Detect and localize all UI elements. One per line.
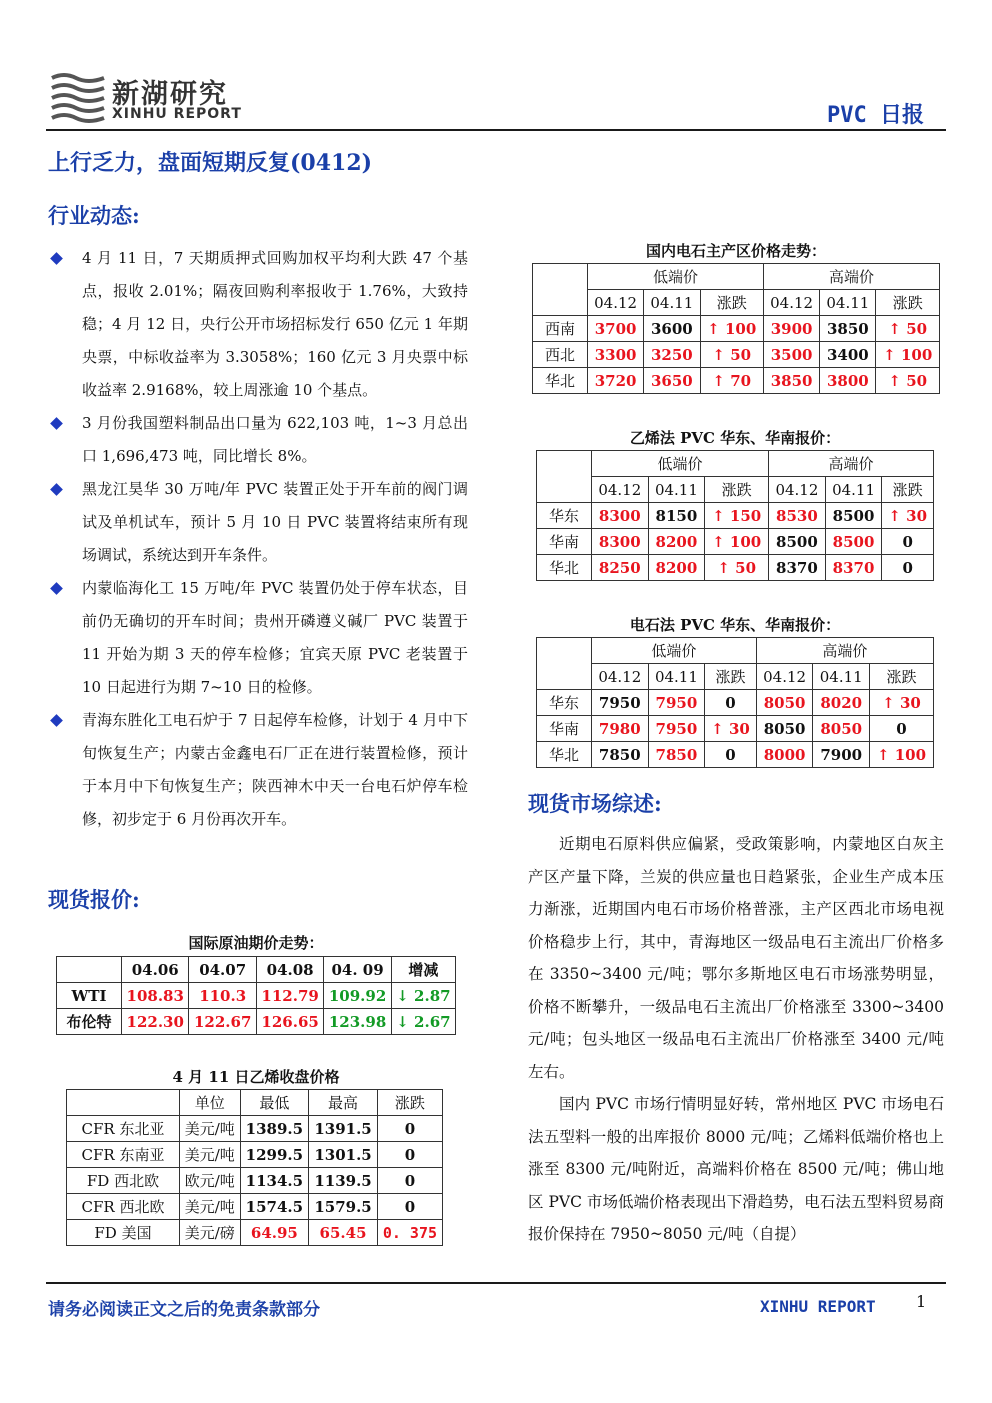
carbide-pvc-price-table [536, 637, 934, 768]
table-row [533, 342, 940, 368]
table-header-cell: 04.12 [588, 290, 644, 316]
table-cell: ↓ 2.67 [391, 1009, 455, 1035]
row-label: 华南 [537, 529, 592, 555]
table-cell: 0 [882, 555, 934, 581]
table-cell: 0 [377, 1168, 442, 1194]
news-item-text: 黑龙江昊华 30 万吨/年 PVC 装置正处于开车前的阀门调试及单机试车，预计 5 月 10 日 PVC 装置将结束所有现场调试，系统达到开车条件。 [82, 480, 468, 564]
table-header-cell: 04.11 [820, 290, 876, 316]
table-cell: 8300 [592, 503, 649, 529]
table-cell: 109.92 [324, 983, 391, 1009]
news-item-text: 内蒙临海化工 15 万吨/年 PVC 装置仍处于停车状态，目前仍无确切的开车时间；贵州开磷遵义碱厂 PVC 装置于 11 开始为期 3 天的停车检修；宜宾天原 PVC 老装置于 10 日起进行为期 7~10 日的检修。 [82, 579, 468, 696]
table-cell: 8500 [825, 503, 882, 529]
row-label: FD 美国 [67, 1220, 180, 1246]
table-cell: 3250 [644, 342, 700, 368]
table-cell: 0 [377, 1194, 442, 1220]
table-row [533, 316, 940, 342]
list-item [48, 473, 468, 572]
up-arrow-icon: ↑ [876, 745, 890, 764]
table-row [67, 1220, 443, 1246]
table-row [67, 1142, 443, 1168]
table-cell: 8050 [756, 716, 813, 742]
table-header-cell: 单位 [180, 1090, 241, 1116]
table-cell: 8370 [769, 555, 826, 581]
row-label: 西北 [533, 342, 588, 368]
table-cell: 65.45 [309, 1220, 378, 1246]
down-arrow-icon: ↓ [396, 986, 409, 1005]
table-cell: 8250 [592, 555, 649, 581]
table-cell: 0 [882, 529, 934, 555]
up-arrow-icon: ↑ [882, 693, 895, 712]
table-row [537, 690, 934, 716]
table-cell: 3720 [588, 368, 644, 394]
down-arrow-icon: ↓ [396, 1012, 409, 1031]
table-header-cell: 涨跌 [705, 477, 769, 503]
table-header-cell: 04.12 [763, 290, 819, 316]
section-spot-quote-heading: 现货报价: [48, 887, 140, 912]
table-cell: ↑ 50 [700, 342, 763, 368]
table-cell: ↑ 100 [870, 742, 934, 768]
table-row [57, 983, 456, 1009]
up-arrow-icon: ↑ [888, 319, 901, 338]
list-item [48, 407, 468, 473]
table-header-row [537, 664, 934, 690]
table-header-cell: 涨跌 [882, 477, 934, 503]
ethylene-pvc-price-table [536, 450, 934, 581]
row-label: 华东 [537, 503, 592, 529]
table-corner-cell [533, 264, 588, 316]
xinhu-logo-icon [48, 70, 108, 124]
footer-divider [46, 1282, 946, 1284]
group-header-high: 高端价 [769, 451, 934, 477]
row-label: 华北 [533, 368, 588, 394]
table-row [67, 1168, 443, 1194]
table-cell: 8530 [769, 503, 826, 529]
group-header-high: 高端价 [763, 264, 939, 290]
group-header-low: 低端价 [588, 264, 764, 290]
table-header-row [537, 477, 934, 503]
section-spot-market-heading: 现货市场综述: [528, 791, 662, 816]
up-arrow-icon: ↑ [883, 345, 896, 364]
table-header-cell: 04. 09 [324, 957, 391, 983]
table-cell: 8020 [813, 690, 870, 716]
table-cell: ↑ 30 [870, 690, 934, 716]
table-header-cell: 04.06 [122, 957, 189, 983]
table-cell: ↑ 100 [700, 316, 763, 342]
table-cell: 1134.5 [240, 1168, 309, 1194]
logo [48, 70, 248, 126]
table-header-row [533, 264, 940, 290]
table-header-cell: 最低 [240, 1090, 309, 1116]
table-cell: 112.79 [256, 983, 323, 1009]
table-header-cell: 涨跌 [377, 1090, 442, 1116]
table-row [533, 368, 940, 394]
table-header-row [537, 638, 934, 664]
table-cell: 7980 [592, 716, 649, 742]
table-cell: 7850 [648, 742, 705, 768]
table-cell: ↑ 70 [700, 368, 763, 394]
row-label: 华东 [537, 690, 592, 716]
group-header-high: 高端价 [756, 638, 933, 664]
table-cell: 1299.5 [240, 1142, 309, 1168]
diamond-bullet-icon [50, 582, 63, 595]
row-label: 西南 [533, 316, 588, 342]
table-cell: 8300 [592, 529, 649, 555]
diamond-bullet-icon [50, 714, 63, 727]
table-cell: 3850 [763, 368, 819, 394]
table-cell: 1139.5 [309, 1168, 378, 1194]
table-cell: 8050 [756, 690, 813, 716]
table-header-cell: 04.12 [756, 664, 813, 690]
table-header-row [57, 957, 456, 983]
table-cell: 7850 [592, 742, 649, 768]
table-cell: 7950 [648, 716, 705, 742]
table-cell: 0 [377, 1116, 442, 1142]
table-row [537, 529, 934, 555]
table-cell: ↑ 100 [876, 342, 940, 368]
table-cell: 3700 [588, 316, 644, 342]
carbide-region-price-table [532, 263, 940, 394]
table-cell: ↑ 30 [882, 503, 934, 529]
carbide-table-caption: 国内电石主产区价格走势： [645, 242, 826, 260]
table-header-cell: 04.11 [644, 290, 700, 316]
up-arrow-icon: ↑ [712, 371, 725, 390]
table-cell: 0 [870, 716, 934, 742]
table-cell: 3600 [644, 316, 700, 342]
group-header-low: 低端价 [592, 638, 757, 664]
list-item [48, 242, 468, 407]
up-arrow-icon: ↑ [712, 345, 725, 364]
table-cell: 3300 [588, 342, 644, 368]
table-corner-cell [537, 451, 592, 503]
table-header-row [537, 451, 934, 477]
page-number: 1 [916, 1292, 927, 1311]
table-cell: 8000 [756, 742, 813, 768]
table-cell: 123.98 [324, 1009, 391, 1035]
up-arrow-icon: ↑ [707, 319, 720, 338]
table-cell: ↑ 30 [705, 716, 757, 742]
table-cell: ↓ 2.87 [391, 983, 455, 1009]
table-cell: 122.30 [122, 1009, 189, 1035]
table-cell: 美元/吨 [180, 1116, 241, 1142]
diamond-bullet-icon [50, 483, 63, 496]
footer-brand: XINHU REPORT [760, 1297, 876, 1316]
table-cell: 8050 [813, 716, 870, 742]
table-cell: 美元/磅 [180, 1220, 241, 1246]
spot-market-summary [528, 828, 944, 1251]
table-cell: ↑ 150 [705, 503, 769, 529]
table-row [67, 1116, 443, 1142]
crude-oil-table [56, 956, 456, 1035]
table-header-cell: 04.12 [769, 477, 826, 503]
table-row [57, 1009, 456, 1035]
table-header-cell: 04.11 [825, 477, 882, 503]
table-cell: 8370 [825, 555, 882, 581]
table-row [67, 1194, 443, 1220]
news-item-text: 4 月 11 日，7 天期质押式回购加权平均利大跌 47 个基点，报收 2.01%；隔夜回购利率报收于 1.76%，大致持稳；4 月 12 日，央行公开市场招标发行 650 亿元 1 年期央票，中标收益率为 3.3058%；160 亿元 3 月央票中标收益率 2.9168%，较上周涨逾 10 个基点。 [82, 249, 468, 399]
table-header-cell: 涨跌 [705, 664, 757, 690]
disclaimer-note: 请务必阅读正文之后的免责条款部分 [48, 1300, 320, 1320]
row-label: 华南 [537, 716, 592, 742]
table-cell: 美元/吨 [180, 1194, 241, 1220]
table-cell: 美元/吨 [180, 1142, 241, 1168]
table-cell: 3850 [820, 316, 876, 342]
table-header-cell: 04.12 [592, 664, 649, 690]
table-header-row [533, 290, 940, 316]
table-cell: 8500 [825, 529, 882, 555]
row-label: CFR 西北欧 [67, 1194, 180, 1220]
table-header-row [67, 1090, 443, 1116]
table-cell: 126.65 [256, 1009, 323, 1035]
diamond-bullet-icon [50, 417, 63, 430]
table-cell: 3500 [763, 342, 819, 368]
report-title: 上行乏力，盘面短期反复(0412) [48, 150, 373, 176]
table-cell: ↑ 50 [705, 555, 769, 581]
row-label: WTI [57, 983, 122, 1009]
table-cell: 1301.5 [309, 1142, 378, 1168]
table-row [537, 503, 934, 529]
table-header-cell: 04.11 [648, 664, 705, 690]
row-label: 华北 [537, 742, 592, 768]
section-industry-heading: 行业动态: [48, 203, 140, 228]
table-row [537, 716, 934, 742]
table-cell: 8500 [769, 529, 826, 555]
table-cell: 3650 [644, 368, 700, 394]
table-header-cell: 04.11 [648, 477, 705, 503]
up-arrow-icon: ↑ [712, 532, 725, 551]
table-cell: 64.95 [240, 1220, 309, 1246]
table-cell: ↑ 50 [876, 316, 940, 342]
list-item [48, 572, 468, 704]
header-divider [46, 129, 946, 131]
table-header-cell: 04.12 [592, 477, 649, 503]
document-type: PVC 日报 [827, 103, 924, 128]
summary-paragraph: 国内 PVC 市场行情明显好转，常州地区 PVC 市场电石法五型料一般的出库报价 8000 元/吨；乙烯料低端价格也上涨至 8300 元/吨附近，高端料价格在 8500 元/吨；佛山地区 PVC 市场低端价格表现出下滑趋势，电石法五型料贸易商报价保持在 7950~8050 元/吨（自提） [528, 1095, 944, 1243]
table-cell: 8200 [648, 555, 705, 581]
summary-paragraph: 近期电石原料供应偏紧，受政策影响，内蒙地区白灰主产区产量下降，兰炭的供应量也日趋紧张，企业生产成本压力渐涨，近期国内电石市场价格普涨，主产区西北市场电视价格稳步上行，其中，青海地区一级品电石主流出厂价格多在 3350~3400 元/吨；鄂尔多斯地区电石市场涨势明显，价格不断攀升，一级品电石主流出厂价格涨至 3300~3400 元/吨；包头地区一级品电石主流出厂价格涨至 3400 元/吨左右。 [528, 835, 944, 1081]
table-cell: 0 [705, 742, 757, 768]
table-cell: 欧元/吨 [180, 1168, 241, 1194]
table-row [537, 555, 934, 581]
table-cell: 3900 [763, 316, 819, 342]
industry-news-list [48, 242, 468, 836]
table-cell: 1391.5 [309, 1116, 378, 1142]
table-header-cell: 最高 [309, 1090, 378, 1116]
table-cell: 110.3 [189, 983, 256, 1009]
table-cell: 1579.5 [309, 1194, 378, 1220]
table-header-cell: 04.07 [189, 957, 256, 983]
table-header-cell: 04.11 [813, 664, 870, 690]
table-cell: ↑ 100 [705, 529, 769, 555]
row-label: 布伦特 [57, 1009, 122, 1035]
table-header-cell: 涨跌 [870, 664, 934, 690]
table-cell: 122.67 [189, 1009, 256, 1035]
table-cell: 0 [705, 690, 757, 716]
logo-chinese-name: 新湖研究 [112, 79, 228, 110]
table-header-cell [57, 957, 122, 983]
carbide-pvc-table-caption: 电石法 PVC 华东、华南报价： [629, 616, 841, 634]
diamond-bullet-icon [50, 252, 63, 265]
table-header-cell [67, 1090, 180, 1116]
table-header-cell: 04.08 [256, 957, 323, 983]
up-arrow-icon: ↑ [711, 719, 724, 738]
table-cell: 108.83 [122, 983, 189, 1009]
list-item [48, 704, 468, 836]
table-cell: 8200 [648, 529, 705, 555]
group-header-low: 低端价 [592, 451, 769, 477]
table-cell: ↑ 50 [876, 368, 940, 394]
table-cell: 0. 375 [377, 1220, 442, 1246]
ethylene-table-caption: 4 月 11 日乙烯收盘价格 [172, 1068, 340, 1086]
table-row [537, 742, 934, 768]
logo-english-name: XINHU REPORT [112, 106, 242, 122]
table-cell: 7900 [813, 742, 870, 768]
crude-table-caption: 国际原油期价走势： [188, 934, 324, 952]
row-label: FD 西北欧 [67, 1168, 180, 1194]
table-cell: 7950 [592, 690, 649, 716]
news-item-text: 3 月份我国塑料制品出口量为 622,103 吨，1~3 月总出口 1,696,473 吨，同比增长 8%。 [82, 414, 468, 465]
ethylene-price-table [66, 1089, 443, 1246]
table-header-cell: 涨跌 [700, 290, 763, 316]
ethylene-pvc-table-caption: 乙烯法 PVC 华东、华南报价： [629, 429, 841, 447]
table-cell: 3800 [820, 368, 876, 394]
table-cell: 1574.5 [240, 1194, 309, 1220]
up-arrow-icon: ↑ [717, 558, 730, 577]
table-corner-cell [537, 638, 592, 690]
table-header-cell: 涨跌 [876, 290, 940, 316]
table-cell: 7950 [648, 690, 705, 716]
row-label: CFR 东北亚 [67, 1116, 180, 1142]
row-label: 华北 [537, 555, 592, 581]
up-arrow-icon: ↑ [712, 506, 725, 525]
news-item-text: 青海东胜化工电石炉于 7 日起停车检修，计划于 4 月中下旬恢复生产；内蒙古金鑫电石厂正在进行装置检修，预计于本月中下旬恢复生产；陕西神木中天一台电石炉停车检修，初步定于 6 月份再次开车。 [82, 711, 468, 828]
table-cell: 8150 [648, 503, 705, 529]
table-cell: 1389.5 [240, 1116, 309, 1142]
up-arrow-icon: ↑ [888, 371, 901, 390]
table-cell: 3400 [820, 342, 876, 368]
table-header-cell: 增减 [391, 957, 455, 983]
table-cell: 0 [377, 1142, 442, 1168]
row-label: CFR 东南亚 [67, 1142, 180, 1168]
up-arrow-icon: ↑ [888, 506, 901, 525]
